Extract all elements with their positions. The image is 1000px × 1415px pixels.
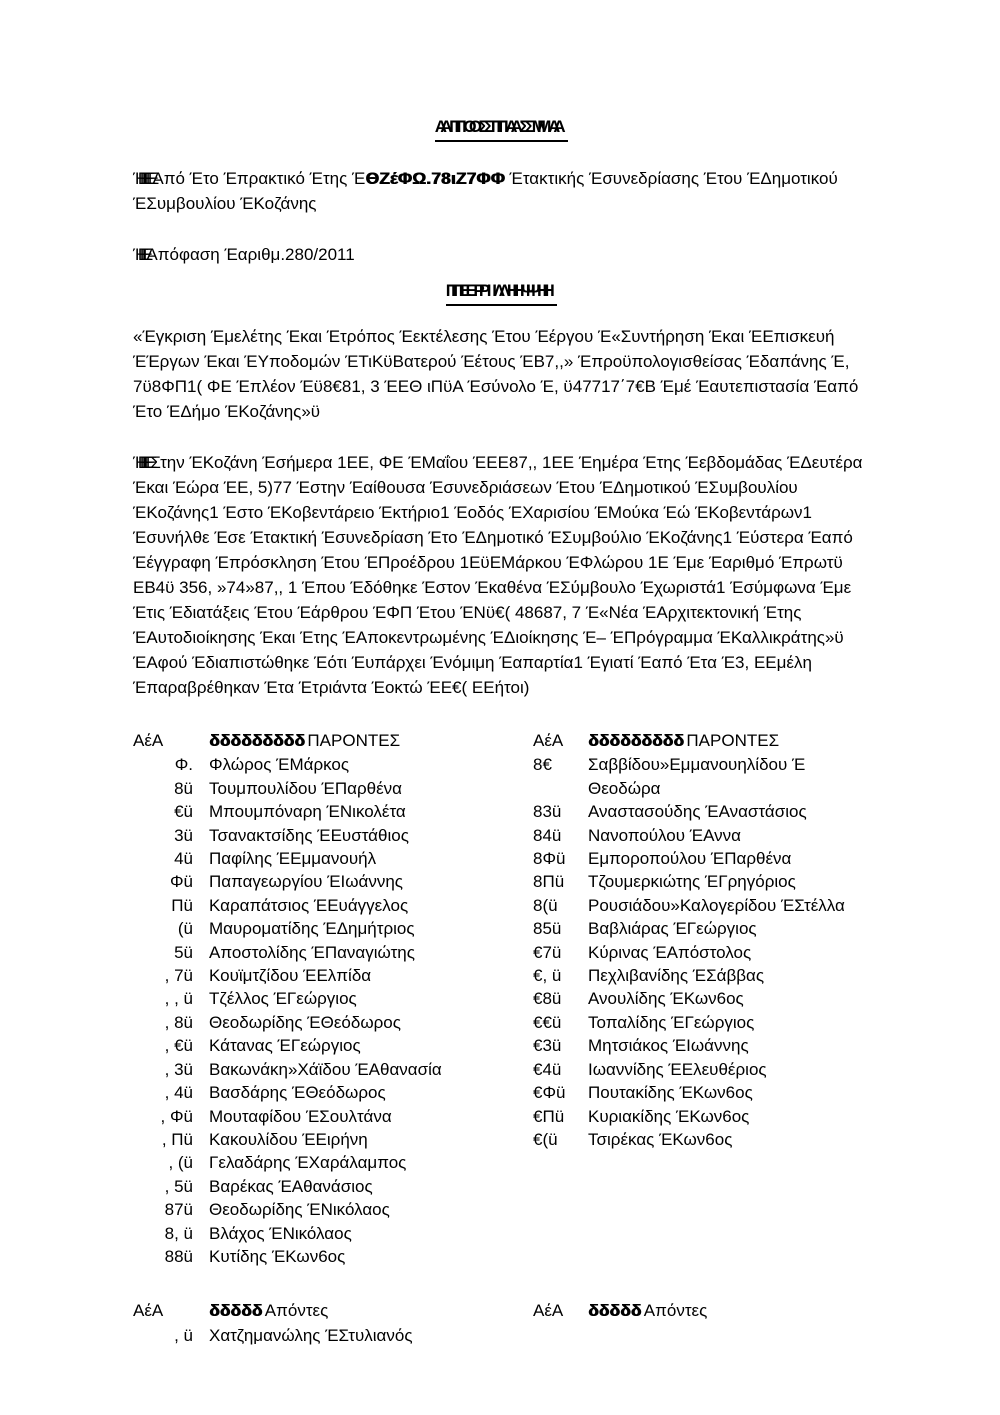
member-name: Ρουσιάδου»Καλογερίδου ΈΣτέλλα [588,895,845,915]
intro-text: Έτακτικής Έσυνεδρίασης Έτου ΈΔημοτικού ΈΣυμβουλίου ΈΚοζάνης [133,169,838,213]
member-name: Μπουμπόναρη ΈΝικολέτα [209,802,406,822]
member-number: 8(ü [533,895,558,915]
present-member-row [533,964,870,987]
member-number: , , ü [164,989,193,1009]
member-number: €ü [174,802,193,822]
present-member-row [133,987,533,1010]
member-name: Θεοδωρίδης ΈΝικόλαος [209,1200,390,1220]
member-number: , 7ü [164,966,193,986]
member-name: Πουτακίδης ΈΚων6ος [588,1083,753,1103]
document-title: ΑΠΟΣΠΑΣΜΑ [435,114,568,142]
decision-number-line [133,242,870,267]
absent-column-right [533,1299,870,1323]
present-member-row [133,1198,533,1221]
present-member-row [133,1105,533,1128]
member-name: Βασδάρης ΈΘεόδωρος [209,1083,386,1103]
present-member-row [133,1081,533,1104]
present-member-row [533,870,870,893]
present-member-row [133,1175,533,1198]
present-member-row [133,1245,533,1268]
member-name: Γελαδάρης ΈΧαράλαμπος [209,1153,407,1173]
member-name: Κυτίδης ΈΚων6ος [209,1246,346,1266]
session-number-garbled: ΘΖέΦΩ.78ιΖ7ΦΦ [365,169,505,188]
member-number: 83ü [533,802,562,822]
present-member-row [133,1151,533,1174]
member-number: €, ü [533,966,562,986]
member-number: €Φü [533,1083,566,1103]
summary-text: «Έγκριση Έμελέτης Έκαι Έτρόπος Έεκτέλεσης Έτου Έέργου Έ«Συντήρηση Έκαι ΈΕπισκευή ΈΈργων Έκαι ΈΥποδομών ΈΤιΚϋΒατερού Έέτους ΈΒ7,,» Έπροϋπολογισθείσας Έδαπάνης Έ, 7ϋ8ΦΠ1( ΦΕ Έπλέον Έϋ8€81, 3 ΈΕΘ ιΠϋΑ Έσύνολο Έ, ϋ47717΄7€Β Έμέ Έαυτεπιστασία Έαπό Έτο ΈΔήμο ΈΚοζάνης»ϋ [133,327,859,421]
present-left-header [133,729,533,752]
present-label-wrap [588,729,779,752]
member-number: 3ü [174,825,193,845]
member-number: 85ü [533,919,562,939]
summary-paragraph [133,324,870,424]
member-number: 8Φü [533,849,566,869]
member-number: 88ü [164,1246,193,1266]
present-member-row [133,894,533,917]
member-name: Κακουλίδου ΈΕιρήνη [209,1129,368,1149]
member-number: 8, ü [164,1223,193,1243]
member-number: (ü [177,919,193,939]
absent-section [133,1299,870,1347]
member-name: Παπαγεωργίου ΈΙωάννης [209,872,403,892]
present-member-row [133,1034,533,1057]
present-member-row [133,941,533,964]
aa-header: ΑέΑ [533,1301,564,1321]
member-name: Βαβλιάρας ΈΓεώργιος [588,919,757,939]
member-name: Σαββίδου»Εμμανουηλίδου Έ Θεοδώρα [588,755,811,798]
label-garble: δδδδδ [588,1301,642,1321]
label-garble: δδδδδδδδδ [209,731,305,750]
member-number: €3ü [533,1036,562,1056]
member-name: Μουταφίδου ΈΣουλτάνα [209,1106,392,1126]
member-name: Αποστολίδης ΈΠαναγιώτης [209,942,415,962]
member-number: , 8ü [164,1012,193,1032]
present-right-header [533,729,870,752]
member-number: Φ. [174,755,193,775]
line-start-garble: ΉΕΕΕΕΕΕ [133,169,150,188]
member-name: Μαυροματίδης ΈΔημήτριος [209,919,415,939]
title-row [133,114,870,142]
present-member-row [533,1128,870,1151]
line-start-garble: ΉΕΕΕΕΕ [133,453,148,472]
member-number: Φü [169,872,193,892]
member-number: 84ü [533,825,562,845]
present-member-row [133,1058,533,1081]
absent-left-header [133,1299,533,1322]
member-number: 87ü [164,1200,193,1220]
session-paragraph [133,450,870,700]
absent-column-left [133,1299,533,1347]
member-number: €8ü [533,989,562,1009]
member-number: , 4ü [164,1083,193,1103]
member-name: Πεχλιβανίδης ΈΣάββας [588,966,765,986]
aa-header: ΑέΑ [133,1301,164,1321]
member-name: Αναστασούδης ΈΑναστάσιος [588,802,807,822]
member-number: 5ü [174,942,193,962]
member-name: Κάτανας ΈΓεώργιος [209,1036,361,1056]
present-member-row [133,1128,533,1151]
present-section [133,729,870,1268]
member-name: Νανοπούλου ΈΑννα [588,825,741,845]
member-name: Βαρέκας ΈΑθανάσιος [209,1176,373,1196]
present-member-row [133,964,533,987]
member-number: , Πü [161,1129,193,1149]
absent-label-wrap [588,1299,707,1322]
member-number: , Φü [160,1106,193,1126]
member-name: Βακωνάκη»Χάϊδου ΈΑθανασία [209,1059,442,1079]
aa-header: ΑέΑ [133,731,164,750]
present-label: ΠΑΡΟΝΤΕΣ [307,731,401,750]
member-number: 4ü [174,849,193,869]
present-member-row [133,1222,533,1245]
member-name: Μητσιάκος ΈΙωάννης [588,1036,749,1056]
intro-paragraph [133,166,870,216]
label-garble: δδδδδδδδδ [588,731,684,750]
member-number: 8ü [174,778,193,798]
member-number: €7ü [533,942,562,962]
member-name: Ανουλίδης ΈΚων6ος [588,989,744,1009]
present-member-row [133,917,533,940]
member-name: Θεοδωρίδης ΈΘεόδωρος [209,1012,401,1032]
member-number: Πü [171,895,193,915]
absent-right-header [533,1299,870,1322]
session-text: Στην ΈΚοζάνη Έσήμερα 1ΕΕ, ΦΕ ΈΜαΐου ΈΕΕ87,, 1ΕΕ Έημέρα Έτης Έεβδομάδας ΈΔευτέρα Έκαι Έώρα ΈΕ, 5)77 Έστην Έαίθουσα Έσυνεδριάσεων Έτου ΈΔημοτικού ΈΣυμβουλίου ΈΚοζάνης1 Έστο ΈΚοβεντάρειο Έκτήριο1 Έοδός ΈΧαρισίου ΈΜούκα Έώ ΈΚοβεντάρων1 Έσυνήλθε Έσε Έτακτική Έσυνεδρίαση Έτο ΈΔημοτικό ΈΣυμβούλιο ΈΚοζάνης1 Έύστερα Έαπό Έέγγραφη Έπρόσκληση Έτου ΈΠροέδρου 1ΕϋΕΜάρκου ΈΦλώρου 1Ε Έμε Έαριθμό Έπρωτϋ ΕΒ4ϋ 356, »74»87,, 1 Έπου Έδόθηκε Έστον Έκαθένα ΈΣύμβουλο Έχωριστά1 Έσύμφωνα Έμε Έτις Έδιατάξεις Έτου Έάρθρου ΈΦΠ Έτου ΈΝϋ€( 48687, 7 Έ«Νέα ΈΑρχιτεκτονική Έτης ΈΑυτοδιοίκησης Έκαι Έτης ΈΑποκεντρωμένης ΈΔιοίκησης Έ– ΈΠρόγραμμα ΈΚαλλικράτης»ϋ ΈΑφού Έδιαπιστώθηκε Έότι Έυπάρχει Ένόμιμη Έαπαρτία1 Έγιατί Έαπό Έτα Έ3, ΕΕμέλη Έπαραβρέθηκαν Έτα Έτριάντα Έοκτώ ΈΕ€( ΕΕήτοι) [133,453,863,697]
member-number: 8€ [533,755,552,775]
present-right-list [533,753,870,1151]
absent-left-list [133,1324,533,1347]
present-member-row [533,753,870,800]
member-number: , 3ü [164,1059,193,1079]
present-member-row [133,824,533,847]
present-member-row [133,870,533,893]
present-member-row [533,1081,870,1104]
absent-label: Απόντες [643,1301,708,1321]
member-number: 8Πü [533,872,565,892]
member-name: Κυριακίδης ΈΚων6ος [588,1106,750,1126]
member-name: Τζουμερκιώτης ΈΓρηγόριος [588,872,796,892]
summary-heading: ΠΕΡΙΛΗΨΗ [446,278,558,306]
absent-label-wrap [209,1299,328,1322]
member-name: Τοπαλίδης ΈΓεώργιος [588,1012,755,1032]
member-number: , (ü [168,1153,193,1173]
present-member-row [533,917,870,940]
member-name: Κουϊμτζίδου ΈΕλπίδα [209,966,372,986]
member-name: Εμποροπούλου ΈΠαρθένα [588,849,792,869]
present-member-row [533,800,870,823]
member-number: , 5ü [164,1176,193,1196]
absent-member-row [133,1324,533,1347]
present-member-row [533,987,870,1010]
member-name: Καραπάτσιος ΈΕυάγγελος [209,895,409,915]
member-number: , ü [174,1325,193,1345]
present-member-row [133,847,533,870]
absent-label: Απόντες [264,1301,329,1321]
present-member-row [533,1011,870,1034]
member-number: €(ü [533,1129,558,1149]
present-column-left [133,729,533,1268]
summary-heading-row [133,278,870,306]
member-name: Τουμπουλίδου ΈΠαρθένα [209,778,402,798]
present-member-row [533,1105,870,1128]
line-start-garble: ΉΕΕΕ [133,245,144,264]
present-member-row [533,1034,870,1057]
member-name: Παφίλης ΈΕμμανουήλ [209,849,377,869]
present-member-row [133,1011,533,1034]
present-member-row [533,894,870,917]
member-number: €Πü [533,1106,565,1126]
present-member-row [133,777,533,800]
member-name: Τσανακτσίδης ΈΕυστάθιος [209,825,409,845]
intro-text: Από Έτο Έπρακτικό Έτης Έ [152,169,366,188]
member-name: Κύρινας ΈΑπόστολος [588,942,752,962]
present-column-right [533,729,870,1151]
member-name: Βλάχος ΈΝικόλαος [209,1223,352,1243]
member-number: €4ü [533,1059,562,1079]
member-name: Ιωαννίδης ΈΕλευθέριος [588,1059,767,1079]
present-label: ΠΑΡΟΝΤΕΣ [686,731,780,750]
member-name: Τζέλλος ΈΓεώργιος [209,989,357,1009]
member-number: , €ü [164,1036,193,1056]
present-left-list [133,753,533,1268]
present-label-wrap [209,729,400,752]
decision-number-text: Απόφαση Έαριθμ.280/2011 [146,245,355,264]
label-garble: δδδδδ [209,1301,263,1321]
present-member-row [133,753,533,776]
present-member-row [533,941,870,964]
member-name: Φλώρος ΈΜάρκος [209,755,350,775]
present-member-row [533,1058,870,1081]
member-name: Χατζημανώλης ΈΣτυλιανός [209,1325,413,1345]
present-member-row [133,800,533,823]
present-member-row [533,847,870,870]
member-number: €€ü [533,1012,562,1032]
member-name: Τσιρέκας ΈΚων6ος [588,1129,733,1149]
aa-header: ΑέΑ [533,731,564,750]
present-member-row [533,824,870,847]
